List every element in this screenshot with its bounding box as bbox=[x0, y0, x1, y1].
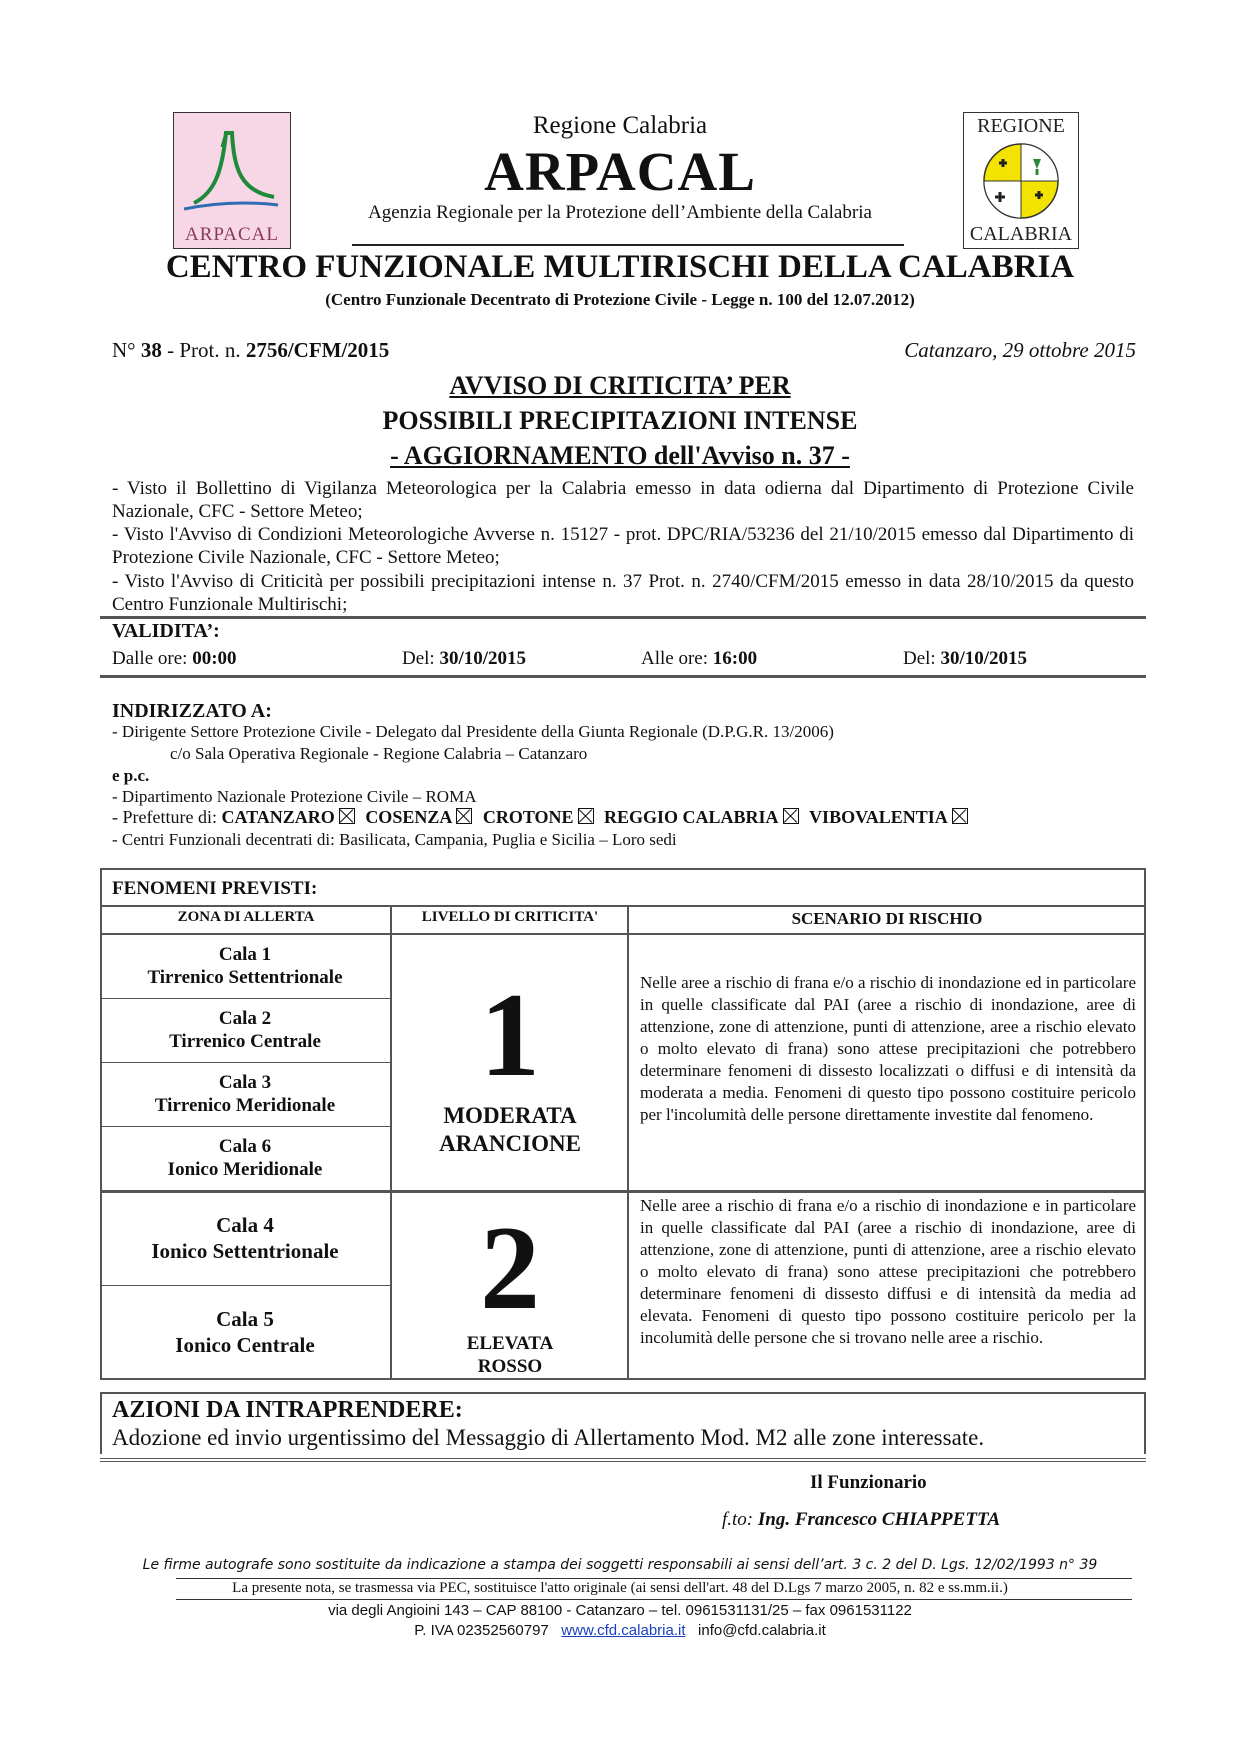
logo-calabria-text: CALABRIA bbox=[969, 223, 1073, 245]
centro-title: CENTRO FUNZIONALE MULTIRISCHI DELLA CALABRIA bbox=[165, 249, 1075, 285]
checked-box-icon bbox=[456, 808, 472, 824]
addressed-to-label: INDIRIZZATO A: bbox=[112, 700, 272, 722]
footer-signature-note: Le firme autografe sono sostituite da indicazione a stampa dei soggetti responsabili ai sensi dell’art. 3 c. 2 del D. Lgs. 12/02/1993 n° 39 bbox=[142, 1557, 1098, 1573]
validity-to-time-value: 16:00 bbox=[712, 648, 758, 669]
prefetture-label: - Prefetture di: bbox=[112, 807, 217, 827]
zone-area: Tirrenico Settentrionale bbox=[147, 967, 343, 988]
checked-box-icon bbox=[339, 808, 355, 824]
validity-from-time-value: 00:00 bbox=[192, 648, 237, 669]
footer-vat: P. IVA 02352560797 bbox=[414, 1622, 549, 1639]
addressee-line: - Dipartimento Nazionale Protezione Civile – ROMA bbox=[112, 787, 477, 806]
avviso-title-line1: AVVISO DI CRITICITA’ PER bbox=[449, 371, 791, 400]
table-group-divider bbox=[100, 1190, 1146, 1193]
page-title: ARPACAL bbox=[484, 141, 756, 202]
zone-name: Cala 3 bbox=[218, 1072, 272, 1093]
addressee-line: c/o Sala Operativa Regionale - Regione Calabria – Catanzaro bbox=[170, 744, 588, 763]
signer-prefix: f.to: bbox=[722, 1509, 754, 1530]
regione-title: Regione Calabria bbox=[532, 112, 708, 139]
validity-to-date-label: Del: bbox=[903, 648, 936, 669]
risk-scenario-text: Nelle aree a rischio di frana e/o a rischio di inondazione ed in particolare in quelle classificate dal PAI (aree a rischio di inondazione, aree di attenzione, zone di attenzione, punti di attenzione, aree a rischio elevato o molto elevato di frana) sono attese precipitazioni che potrebbero determinare fenomeni di dissesto localizzati o diffusi e di intensità da moderata a media. Fenomeni di questo tipo possono costituire pericolo per l'incolumità delle persone direttamente investite dal fenomeno. bbox=[640, 973, 1136, 1124]
validity-to-date-value: 30/10/2015 bbox=[940, 648, 1028, 669]
checked-box-icon bbox=[578, 808, 594, 824]
zone-name: Cala 1 bbox=[218, 944, 272, 965]
criticality-level-number: 2 bbox=[480, 1201, 540, 1334]
table-divider bbox=[100, 933, 1146, 935]
validity-from-time bbox=[112, 648, 237, 670]
addressee-line: - Centri Funzionali decentrati di: Basilicata, Campania, Puglia e Sicilia – Loro sedi bbox=[112, 830, 677, 849]
criticality-level-name: ELEVATA bbox=[466, 1333, 554, 1354]
checked-box-icon bbox=[783, 808, 799, 824]
footer-divider bbox=[176, 1599, 1132, 1600]
agency-name: Agenzia Regionale per la Protezione dell’Ambiente della Calabria bbox=[368, 202, 872, 223]
footer-pec-note: La presente nota, se trasmessa via PEC, sostituisce l'atto originale (ai sensi dell'art. 48 del D.Lgs 7 marzo 2005, n. 82 e ss.mm.ii.) bbox=[232, 1580, 1008, 1596]
avviso-title-line2: POSSIBILI PRECIPITAZIONI INTENSE bbox=[382, 406, 858, 435]
visto-paragraph: - Visto l'Avviso di Criticità per possibili precipitazioni intense n. 37 Prot. n. 2740/CFM/2015 emesso in data 28/10/2015 da questo Centro Funzionale Multirischi; bbox=[112, 571, 1134, 615]
website-link[interactable]: www.cfd.calabria.it bbox=[561, 1622, 686, 1639]
zone-area: Ionico Centrale bbox=[175, 1333, 315, 1357]
table-divider bbox=[100, 905, 1146, 907]
actions-label: AZIONI DA INTRAPRENDERE: bbox=[112, 1397, 463, 1423]
prefettura-reggio-calabria: REGGIO CALABRIA bbox=[604, 807, 779, 827]
criticality-level-color: ROSSO bbox=[477, 1356, 543, 1377]
actions-divider-top bbox=[100, 1392, 1146, 1394]
validity-divider-bottom bbox=[100, 675, 1146, 678]
signer-name: Ing. Francesco CHIAPPETTA bbox=[757, 1509, 1001, 1530]
actions-text: Adozione ed invio urgentissimo del Messaggio di Allertamento Mod. M2 alle zone interessate. bbox=[112, 1425, 985, 1450]
protocol-prot-label: - Prot. n. bbox=[167, 338, 241, 362]
header-divider bbox=[352, 244, 904, 246]
zone-name: Cala 5 bbox=[216, 1307, 274, 1331]
risk-scenario-text: Nelle aree a rischio di frana e/o a rischio di inondazione e in particolare in quelle classificate dal PAI (aree a rischio di inondazione, aree di attenzione, zone di attenzione, punti di attenzione, aree a rischio elevato o molto elevato di frana) sono attese precipitazioni che potrebbero determinare fenomeni di dissesto diffusi e di intensità da media ad elevata. Fenomeni di questo tipo possono costituire pericolo per la incolumità delle persone che si trovano nelle aree a rischio. bbox=[640, 1196, 1136, 1347]
zone-cell bbox=[100, 943, 390, 989]
validity-from-date-value: 30/10/2015 bbox=[439, 648, 527, 669]
zone-name: Cala 6 bbox=[218, 1136, 272, 1157]
actions-border bbox=[100, 1392, 102, 1454]
validity-label: VALIDITA’: bbox=[112, 620, 220, 642]
logo-regione-text: REGIONE bbox=[977, 115, 1065, 137]
visto-paragraph: - Visto l'Avviso di Condizioni Meteorologiche Avverse n. 15127 - prot. DPC/RIA/53236 del 21/10/2015 emesso dal Dipartimento di Protezione Civile Nazionale, CFC - Settore Meteo; bbox=[112, 524, 1134, 568]
zone-cell bbox=[100, 1007, 390, 1053]
zone-area: Ionico Meridionale bbox=[167, 1159, 323, 1180]
validity-to-time bbox=[641, 648, 757, 670]
centro-subtitle: (Centro Funzionale Decentrato di Protezione Civile - Legge n. 100 del 12.07.2012) bbox=[325, 290, 915, 309]
actions-divider-bottom bbox=[100, 1458, 1146, 1462]
table-divider bbox=[100, 1285, 390, 1286]
criticality-level-name: MODERATA bbox=[443, 1103, 577, 1128]
protocol-line bbox=[112, 338, 389, 363]
column-header-scenario: SCENARIO DI RISCHIO bbox=[791, 909, 983, 928]
prefettura-vibovalentia: VIBOVALENTIA bbox=[809, 807, 948, 827]
prefettura-catanzaro: CATANZARO bbox=[221, 807, 335, 827]
zone-cell bbox=[100, 1071, 390, 1117]
actions-border bbox=[1144, 1392, 1146, 1454]
protocol-prot-number: 2756/CFM/2015 bbox=[245, 338, 390, 362]
criticality-level-label bbox=[392, 1102, 628, 1158]
protocol-number-label: N° bbox=[112, 338, 136, 362]
zone-cell bbox=[100, 1306, 390, 1358]
validity-to-date bbox=[903, 648, 1027, 670]
criticality-level-color: ARANCIONE bbox=[439, 1131, 581, 1156]
avviso-title-line3: - AGGIORNAMENTO dell'Avviso n. 37 - bbox=[390, 441, 850, 470]
criticality-level-label bbox=[392, 1332, 628, 1378]
signer-title: Il Funzionario bbox=[810, 1472, 927, 1493]
validity-divider-top bbox=[100, 616, 1146, 619]
zone-name: Cala 2 bbox=[218, 1008, 272, 1029]
arpacal-logo-text: ARPACAL bbox=[185, 224, 279, 245]
visto-paragraph: - Visto il Bollettino di Vigilanza Meteorologica per la Calabria emesso in data odierna dal Dipartimento di Protezione Civile Nazionale, CFC - Settore Meteo; bbox=[112, 478, 1134, 522]
signer-line bbox=[722, 1509, 1000, 1531]
footer-email: info@cfd.calabria.it bbox=[698, 1622, 826, 1639]
zone-cell bbox=[100, 1212, 390, 1264]
criticality-level-number: 1 bbox=[480, 968, 540, 1101]
zone-name: Cala 4 bbox=[216, 1213, 274, 1237]
phenomena-label: FENOMENI PREVISTI: bbox=[112, 878, 318, 899]
footer-address: via degli Angioini 143 – CAP 88100 - Catanzaro – tel. 0961531131/25 – fax 0961531122 bbox=[328, 1602, 912, 1619]
zone-cell bbox=[100, 1135, 390, 1181]
date-place: Catanzaro, 29 ottobre 2015 bbox=[904, 338, 1136, 362]
zone-area: Ionico Settentrionale bbox=[151, 1239, 339, 1263]
addressee-line: - Dirigente Settore Protezione Civile - Delegato dal Presidente della Giunta Regionale (D.P.G.R. 13/2006) bbox=[112, 722, 834, 741]
table-divider bbox=[100, 998, 390, 999]
prefettura-cosenza: COSENZA bbox=[365, 807, 453, 827]
column-header-level: LIVELLO DI CRITICITA' bbox=[421, 909, 599, 925]
validity-to-time-label: Alle ore: bbox=[641, 648, 709, 669]
prefettura-crotone: CROTONE bbox=[482, 807, 574, 827]
footer-divider bbox=[176, 1578, 1132, 1579]
zone-area: Tirrenico Meridionale bbox=[154, 1095, 336, 1116]
validity-from-date bbox=[402, 648, 526, 670]
table-divider bbox=[100, 1062, 390, 1063]
protocol-number: 38 bbox=[140, 338, 162, 362]
cc-label: e p.c. bbox=[112, 766, 150, 785]
zone-area: Tirrenico Centrale bbox=[169, 1031, 321, 1052]
column-header-zone: ZONA DI ALLERTA bbox=[177, 909, 315, 925]
validity-from-time-label: Dalle ore: bbox=[112, 648, 188, 669]
prefetture-line bbox=[112, 807, 974, 828]
table-divider bbox=[100, 1126, 390, 1127]
checked-box-icon bbox=[952, 808, 968, 824]
validity-from-date-label: Del: bbox=[402, 648, 435, 669]
footer-contacts bbox=[0, 1622, 1240, 1639]
